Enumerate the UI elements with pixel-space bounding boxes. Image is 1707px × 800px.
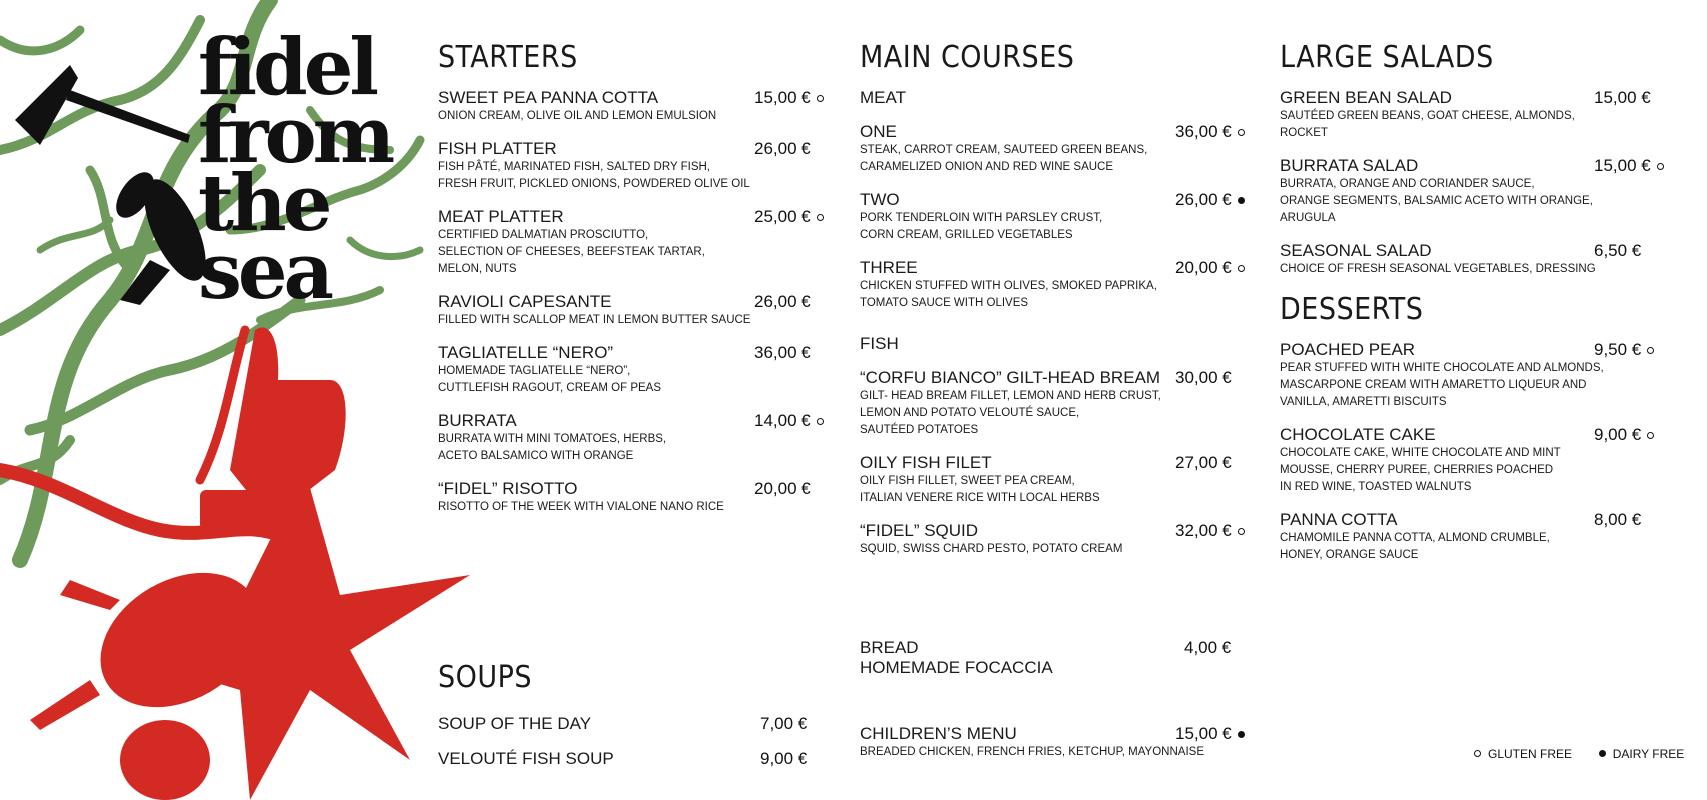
starters-section xyxy=(438,40,823,530)
item-name: SEASONAL SALAD xyxy=(1280,241,1432,260)
item-name: OILY FISH FILET xyxy=(860,453,992,472)
dairy-free-icon xyxy=(1238,197,1245,204)
item-description: ACETO BALSAMICO WITH ORANGE xyxy=(438,450,634,462)
price-value: 20,00 € xyxy=(1175,258,1232,277)
menu-item xyxy=(860,521,1250,558)
price-value: 27,00 € xyxy=(1175,453,1232,472)
item-description: STEAK, CARROT CREAM, SAUTEED GREEN BEANS, xyxy=(860,144,1148,156)
item-name: BURRATA xyxy=(438,411,517,430)
price-value: 8,00 € xyxy=(1594,510,1642,529)
menu-item xyxy=(1280,88,1670,142)
price-value: 26,00 € xyxy=(1175,190,1232,209)
item-description: SAUTÉED GREEN BEANS, GOAT CHEESE, ALMONDS, xyxy=(1280,110,1575,122)
item-description: ITALIAN VENERE RICE WITH LOCAL HERBS xyxy=(860,492,1100,504)
item-description: BURRATA WITH MINI TOMATOES, HERBS, xyxy=(438,433,667,445)
item-description: CORN CREAM, GRILLED VEGETABLES xyxy=(860,229,1073,241)
section-title: SOUPS xyxy=(438,660,533,695)
price-value: 14,00 € xyxy=(754,411,811,430)
item-description: HONEY, ORANGE SAUCE xyxy=(1280,549,1419,561)
menu-item xyxy=(860,258,1250,312)
item-name: THREE xyxy=(860,258,918,277)
item-description: FRESH FRUIT, PICKLED ONIONS, POWDERED OLIVE OIL xyxy=(438,178,750,190)
menu-item xyxy=(1280,156,1670,227)
price-value: 6,50 € xyxy=(1594,241,1642,260)
gluten-free-icon xyxy=(1647,432,1654,439)
item-description: CHICKEN STUFFED WITH OLIVES, SMOKED PAPRIKA, xyxy=(860,280,1157,292)
main-courses-section xyxy=(860,40,1250,572)
item-price xyxy=(1175,258,1245,278)
price-value: 15,00 € xyxy=(754,88,811,107)
item-description: ROCKET xyxy=(1280,127,1328,139)
gluten-free-icon xyxy=(817,214,824,221)
fish-list xyxy=(860,368,1250,558)
price-value: 20,00 € xyxy=(754,479,811,498)
item-description: OILY FISH FILLET, SWEET PEA CREAM, xyxy=(860,475,1075,487)
item-price xyxy=(754,343,811,363)
item-description: FILLED WITH SCALLOP MEAT IN LEMON BUTTER SAUCE xyxy=(438,314,751,326)
item-description: LEMON AND POTATO VELOUTÉ SAUCE, xyxy=(860,407,1080,419)
gluten-free-icon xyxy=(1238,528,1245,535)
item-description: FISH PÂTÉ, MARINATED FISH, SALTED DRY FISH, xyxy=(438,161,710,173)
item-price xyxy=(1594,340,1654,360)
starters-list xyxy=(438,88,823,516)
item-price xyxy=(1175,122,1245,142)
salads-section xyxy=(1280,40,1670,578)
price-value: 30,00 € xyxy=(1175,368,1232,387)
item-price: 9,00 € xyxy=(760,749,808,768)
item-description: MOUSSE, CHERRY PUREE, CHERRIES POACHED xyxy=(1280,464,1554,476)
price-value: 25,00 € xyxy=(754,207,811,226)
price-value: 32,00 € xyxy=(1175,521,1232,540)
item-description: CUTTLEFISH RAGOUT, CREAM OF PEAS xyxy=(438,382,661,394)
item-name: TAGLIATELLE “NERO” xyxy=(438,343,614,362)
item-price xyxy=(1594,510,1641,530)
item-description: RISOTTO OF THE WEEK WITH VIALONE NANO RICE xyxy=(438,501,724,513)
section-title: MAIN COURSES xyxy=(860,40,1075,75)
price-value: 15,00 € xyxy=(1594,156,1651,175)
price-value: 26,00 € xyxy=(754,139,811,158)
item-description: ORANGE SEGMENTS, BALSAMIC ACETO WITH ORANGE, xyxy=(1280,195,1593,207)
price-value: 36,00 € xyxy=(754,343,811,362)
item-price xyxy=(1175,368,1232,388)
price-value: 9,00 € xyxy=(1594,425,1642,444)
desserts-list xyxy=(1280,340,1670,564)
item-description: ONION CREAM, OLIVE OIL AND LEMON EMULSION xyxy=(438,110,717,122)
dairy-free-icon xyxy=(1238,731,1245,738)
item-name: MEAT PLATTER xyxy=(438,207,564,226)
item-price: 7,00 € xyxy=(760,714,808,733)
gluten-free-icon xyxy=(1647,347,1654,354)
item-description: CHAMOMILE PANNA COTTA, ALMOND CRUMBLE, xyxy=(1280,532,1550,544)
bread-item xyxy=(860,638,1250,678)
menu-item xyxy=(438,749,823,784)
item-description: CERTIFIED DALMATIAN PROSCIUTTO, xyxy=(438,229,649,241)
item-name: BURRATA SALAD xyxy=(1280,156,1419,175)
brand-logo: fidel from the sea xyxy=(198,22,392,317)
item-description: IN RED WINE, TOASTED WALNUTS xyxy=(1280,481,1472,493)
item-name: PANNA COTTA xyxy=(1280,510,1398,529)
item-price xyxy=(754,292,811,312)
dietary-legend xyxy=(1474,746,1684,761)
item-name: GREEN BEAN SALAD xyxy=(1280,88,1452,107)
section-title: LARGE SALADS xyxy=(1280,40,1494,75)
item-price xyxy=(754,411,824,431)
meat-subheading: MEAT xyxy=(860,88,906,107)
menu-item xyxy=(438,292,823,329)
price-value: 9,50 € xyxy=(1594,340,1642,359)
item-description: BREADED CHICKEN, FRENCH FRIES, KETCHUP, MAYONNAISE xyxy=(860,746,1204,758)
menu-item xyxy=(1280,425,1670,496)
menu-item xyxy=(438,207,823,278)
menu-item xyxy=(438,139,823,193)
menu-item xyxy=(860,190,1250,244)
menu-item xyxy=(438,479,823,516)
item-description: ARUGULA xyxy=(1280,212,1336,224)
item-price xyxy=(1594,425,1654,445)
item-description: PEAR STUFFED WITH WHITE CHOCOLATE AND ALMONDS, xyxy=(1280,362,1604,374)
item-price xyxy=(754,88,824,108)
desserts-title: DESSERTS xyxy=(1280,292,1424,327)
item-price: 4,00 € xyxy=(1184,638,1232,657)
soups-section xyxy=(438,660,823,784)
menu-item xyxy=(1280,340,1670,411)
item-description: PORK TENDERLOIN WITH PARSLEY CRUST, xyxy=(860,212,1103,224)
item-price xyxy=(754,479,811,499)
item-name: SWEET PEA PANNA COTTA xyxy=(438,88,659,107)
gluten-free-icon xyxy=(817,95,824,102)
item-name: POACHED PEAR xyxy=(1280,340,1416,359)
price-value: 15,00 € xyxy=(1175,724,1232,743)
item-description: SAUTÉED POTATOES xyxy=(860,424,979,436)
menu-item xyxy=(438,343,823,397)
gluten-free-icon xyxy=(1238,265,1245,272)
gluten-free-icon xyxy=(1238,129,1245,136)
item-description: CHOCOLATE CAKE, WHITE CHOCOLATE AND MINT xyxy=(1280,447,1561,459)
item-name: TWO xyxy=(860,190,900,209)
item-description: MELON, NUTS xyxy=(438,263,517,275)
item-price xyxy=(1175,453,1232,473)
salads-list xyxy=(1280,88,1670,278)
item-price xyxy=(754,139,811,159)
item-name: ONE xyxy=(860,122,897,141)
item-price xyxy=(1175,521,1245,541)
item-price xyxy=(1175,724,1245,744)
gluten-free-icon xyxy=(1657,163,1664,170)
item-description: TOMATO SAUCE WITH OLIVES xyxy=(860,297,1029,309)
item-name: FISH PLATTER xyxy=(438,139,557,158)
menu-item xyxy=(438,411,823,465)
legend-dairy-free: DAIRY FREE xyxy=(1612,746,1685,761)
item-description: SELECTION OF CHEESES, BEEFSTEAK TARTAR, xyxy=(438,246,705,258)
dairy-free-icon xyxy=(1599,750,1606,757)
fish-subheading: FISH xyxy=(860,334,899,353)
menu-item xyxy=(438,88,823,125)
item-name: “FIDEL” SQUID xyxy=(860,521,979,540)
menu-item xyxy=(438,714,823,749)
legend-gluten-free: GLUTEN FREE xyxy=(1488,746,1573,761)
menu-item xyxy=(860,368,1250,439)
item-price xyxy=(1175,190,1245,210)
item-name: VELOUTÉ FISH SOUP xyxy=(438,749,614,768)
item-description: MASCARPONE CREAM WITH AMARETTO LIQUEUR AND xyxy=(1280,379,1587,391)
menu-item xyxy=(860,122,1250,176)
item-description: CARAMELIZED ONION AND RED WINE SAUCE xyxy=(860,161,1114,173)
item-description: BURRATA, ORANGE AND CORIANDER SAUCE, xyxy=(1280,178,1535,190)
section-title: STARTERS xyxy=(438,40,578,75)
menu-item xyxy=(1280,241,1670,278)
item-description: CHOICE OF FRESH SEASONAL VEGETABLES, DRESSING xyxy=(1280,263,1596,275)
price-value: 26,00 € xyxy=(754,292,811,311)
item-subtitle: HOMEMADE FOCACCIA xyxy=(860,658,1053,677)
item-name: RAVIOLI CAPESANTE xyxy=(438,292,612,311)
item-description: HOMEMADE TAGLIATELLE “NERO”, xyxy=(438,365,631,377)
item-description: VANILLA, AMARETTI BISCUITS xyxy=(1280,396,1447,408)
item-name: “FIDEL” RISOTTO xyxy=(438,479,578,498)
meat-list xyxy=(860,122,1250,312)
item-name: SOUP OF THE DAY xyxy=(438,714,592,733)
childrens-menu-item xyxy=(860,724,1250,761)
item-name: “CORFU BIANCO” GILT-HEAD BREAM xyxy=(860,368,1161,387)
gluten-free-icon xyxy=(817,418,824,425)
menu-item xyxy=(1280,510,1670,564)
price-value: 15,00 € xyxy=(1594,88,1651,107)
item-price xyxy=(1594,88,1651,108)
item-price xyxy=(1594,156,1664,176)
item-description: GILT- HEAD BREAM FILLET, LEMON AND HERB CRUST, xyxy=(860,390,1161,402)
menu-item xyxy=(860,453,1250,507)
item-name: CHOCOLATE CAKE xyxy=(1280,425,1436,444)
item-price xyxy=(754,207,824,227)
price-value: 36,00 € xyxy=(1175,122,1232,141)
item-description: SQUID, SWISS CHARD PESTO, POTATO CREAM xyxy=(860,543,1123,555)
item-name: CHILDREN’S MENU xyxy=(860,724,1017,743)
item-name: BREAD xyxy=(860,638,919,657)
item-price xyxy=(1594,241,1641,261)
gluten-free-icon xyxy=(1474,750,1481,757)
